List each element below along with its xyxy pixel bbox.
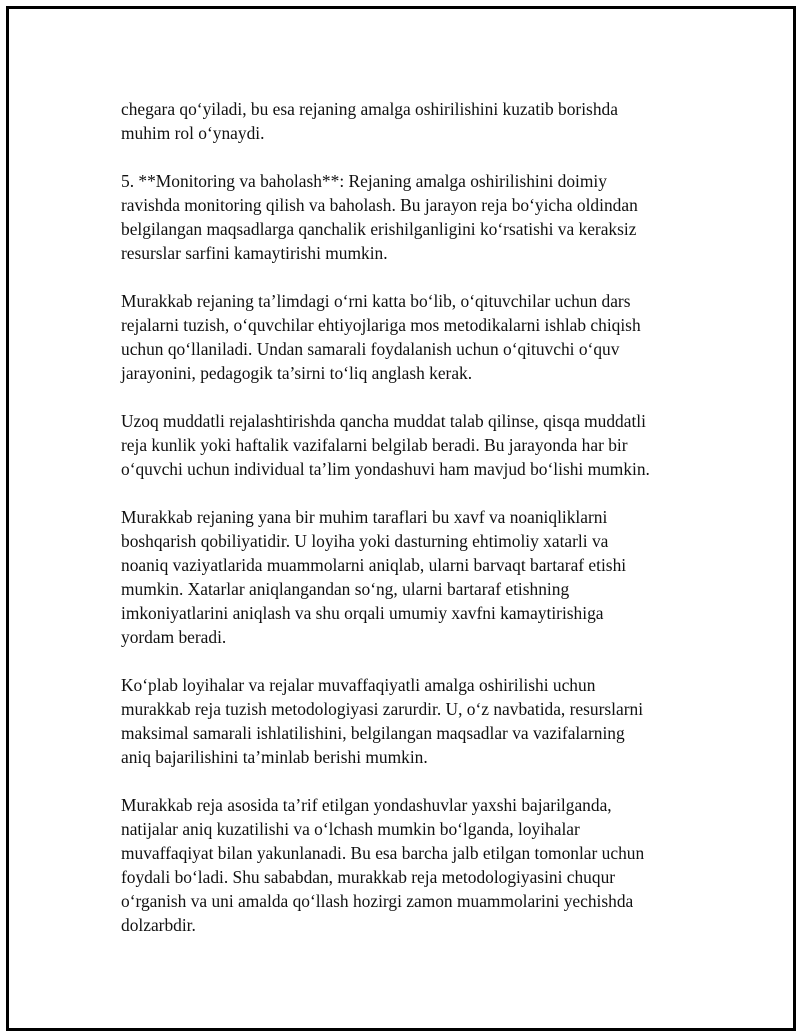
text-line: mumkin. Xatarlar aniqlangandan so‘ng, ularni bartaraf etishning (121, 579, 570, 599)
text-line: rejalarni tuzish, o‘quvchilar ehtiyojlariga mos metodikalarni ishlab chiqish (121, 315, 641, 335)
text-line: Murakkab rejaning yana bir muhim taraflari bu xavf va noaniqliklarni (121, 507, 608, 527)
text-line: Murakkab rejaning ta’limdagi o‘rni katta bo‘lib, o‘qituvchilar uchun dars (121, 291, 631, 311)
paragraph-6 (121, 673, 701, 769)
text-line: resurslar sarfini kamaytirishi mumkin. (121, 243, 388, 263)
paragraph-5 (121, 505, 701, 649)
paragraph-1 (121, 97, 701, 145)
text-line: reja kunlik yoki haftalik vazifalarni belgilab beradi. Bu jarayonda har bir (121, 435, 628, 455)
paragraph-7 (121, 793, 701, 937)
text-line: imkoniyatlarini aniqlash va shu orqali umumiy xavfni kamaytirishiga (121, 603, 604, 623)
text-line: jarayonini, pedagogik ta’sirni to‘liq anglash kerak. (121, 363, 473, 383)
text-line: belgilangan maqsadlarga qanchalik erishilganligini ko‘rsatishi va keraksiz (121, 219, 637, 239)
text-line: foydali bo‘ladi. Shu sababdan, murakkab reja metodologiyasini chuqur (121, 867, 616, 887)
text-line: o‘rganish va uni amalda qo‘llash hozirgi zamon muammolarini yechishda (121, 891, 634, 911)
text-line: dolzarbdir. (121, 915, 196, 935)
text-line: yordam beradi. (121, 627, 227, 647)
text-line: 5. **Monitoring va baholash**: Rejaning amalga oshirilishini doimiy (121, 171, 607, 191)
page-frame (6, 6, 796, 1031)
text-line: o‘quvchi uchun individual ta’lim yondashuvi ham mavjud bo‘lishi mumkin. (121, 459, 650, 479)
text-line: boshqarish qobiliyatidir. U loyiha yoki dasturning ehtimoliy xatarli va (121, 531, 609, 551)
text-line: muvaffaqiyat bilan yakunlanadi. Bu esa barcha jalb etilgan tomonlar uchun (121, 843, 645, 863)
text-line: aniq bajarilishini ta’minlab berishi mumkin. (121, 747, 428, 767)
paragraph-2 (121, 169, 701, 265)
text-line: ravishda monitoring qilish va baholash. Bu jarayon reja bo‘yicha oldindan (121, 195, 638, 215)
text-line: noaniq vaziyatlarida muammolarni aniqlab, ularni barvaqt bartaraf etishi (121, 555, 627, 575)
text-line: maksimal samarali ishlatilishini, belgilangan maqsadlar va vazifalarning (121, 723, 625, 743)
text-line: natijalar aniq kuzatilishi va o‘lchash mumkin bo‘lganda, loyihalar (121, 819, 580, 839)
text-line: murakkab reja tuzish metodologiyasi zarurdir. U, o‘z navbatida, resurslarni (121, 699, 644, 719)
paragraph-4 (121, 409, 701, 481)
text-line: Ko‘plab loyihalar va rejalar muvaffaqiyatli amalga oshirilishi uchun (121, 675, 596, 695)
paragraph-3 (121, 289, 701, 385)
text-line: muhim rol o‘ynaydi. (121, 123, 265, 143)
text-line: Uzoq muddatli rejalashtirishda qancha muddat talab qilinse, qisqa muddatli (121, 411, 646, 431)
text-line: chegara qo‘yiladi, bu esa rejaning amalga oshirilishini kuzatib borishda (121, 99, 618, 119)
text-line: uchun qo‘llaniladi. Undan samarali foydalanish uchun o‘qituvchi o‘quv (121, 339, 620, 359)
text-line: Murakkab reja asosida ta’rif etilgan yondashuvlar yaxshi bajarilganda, (121, 795, 612, 815)
page-body (121, 97, 701, 961)
